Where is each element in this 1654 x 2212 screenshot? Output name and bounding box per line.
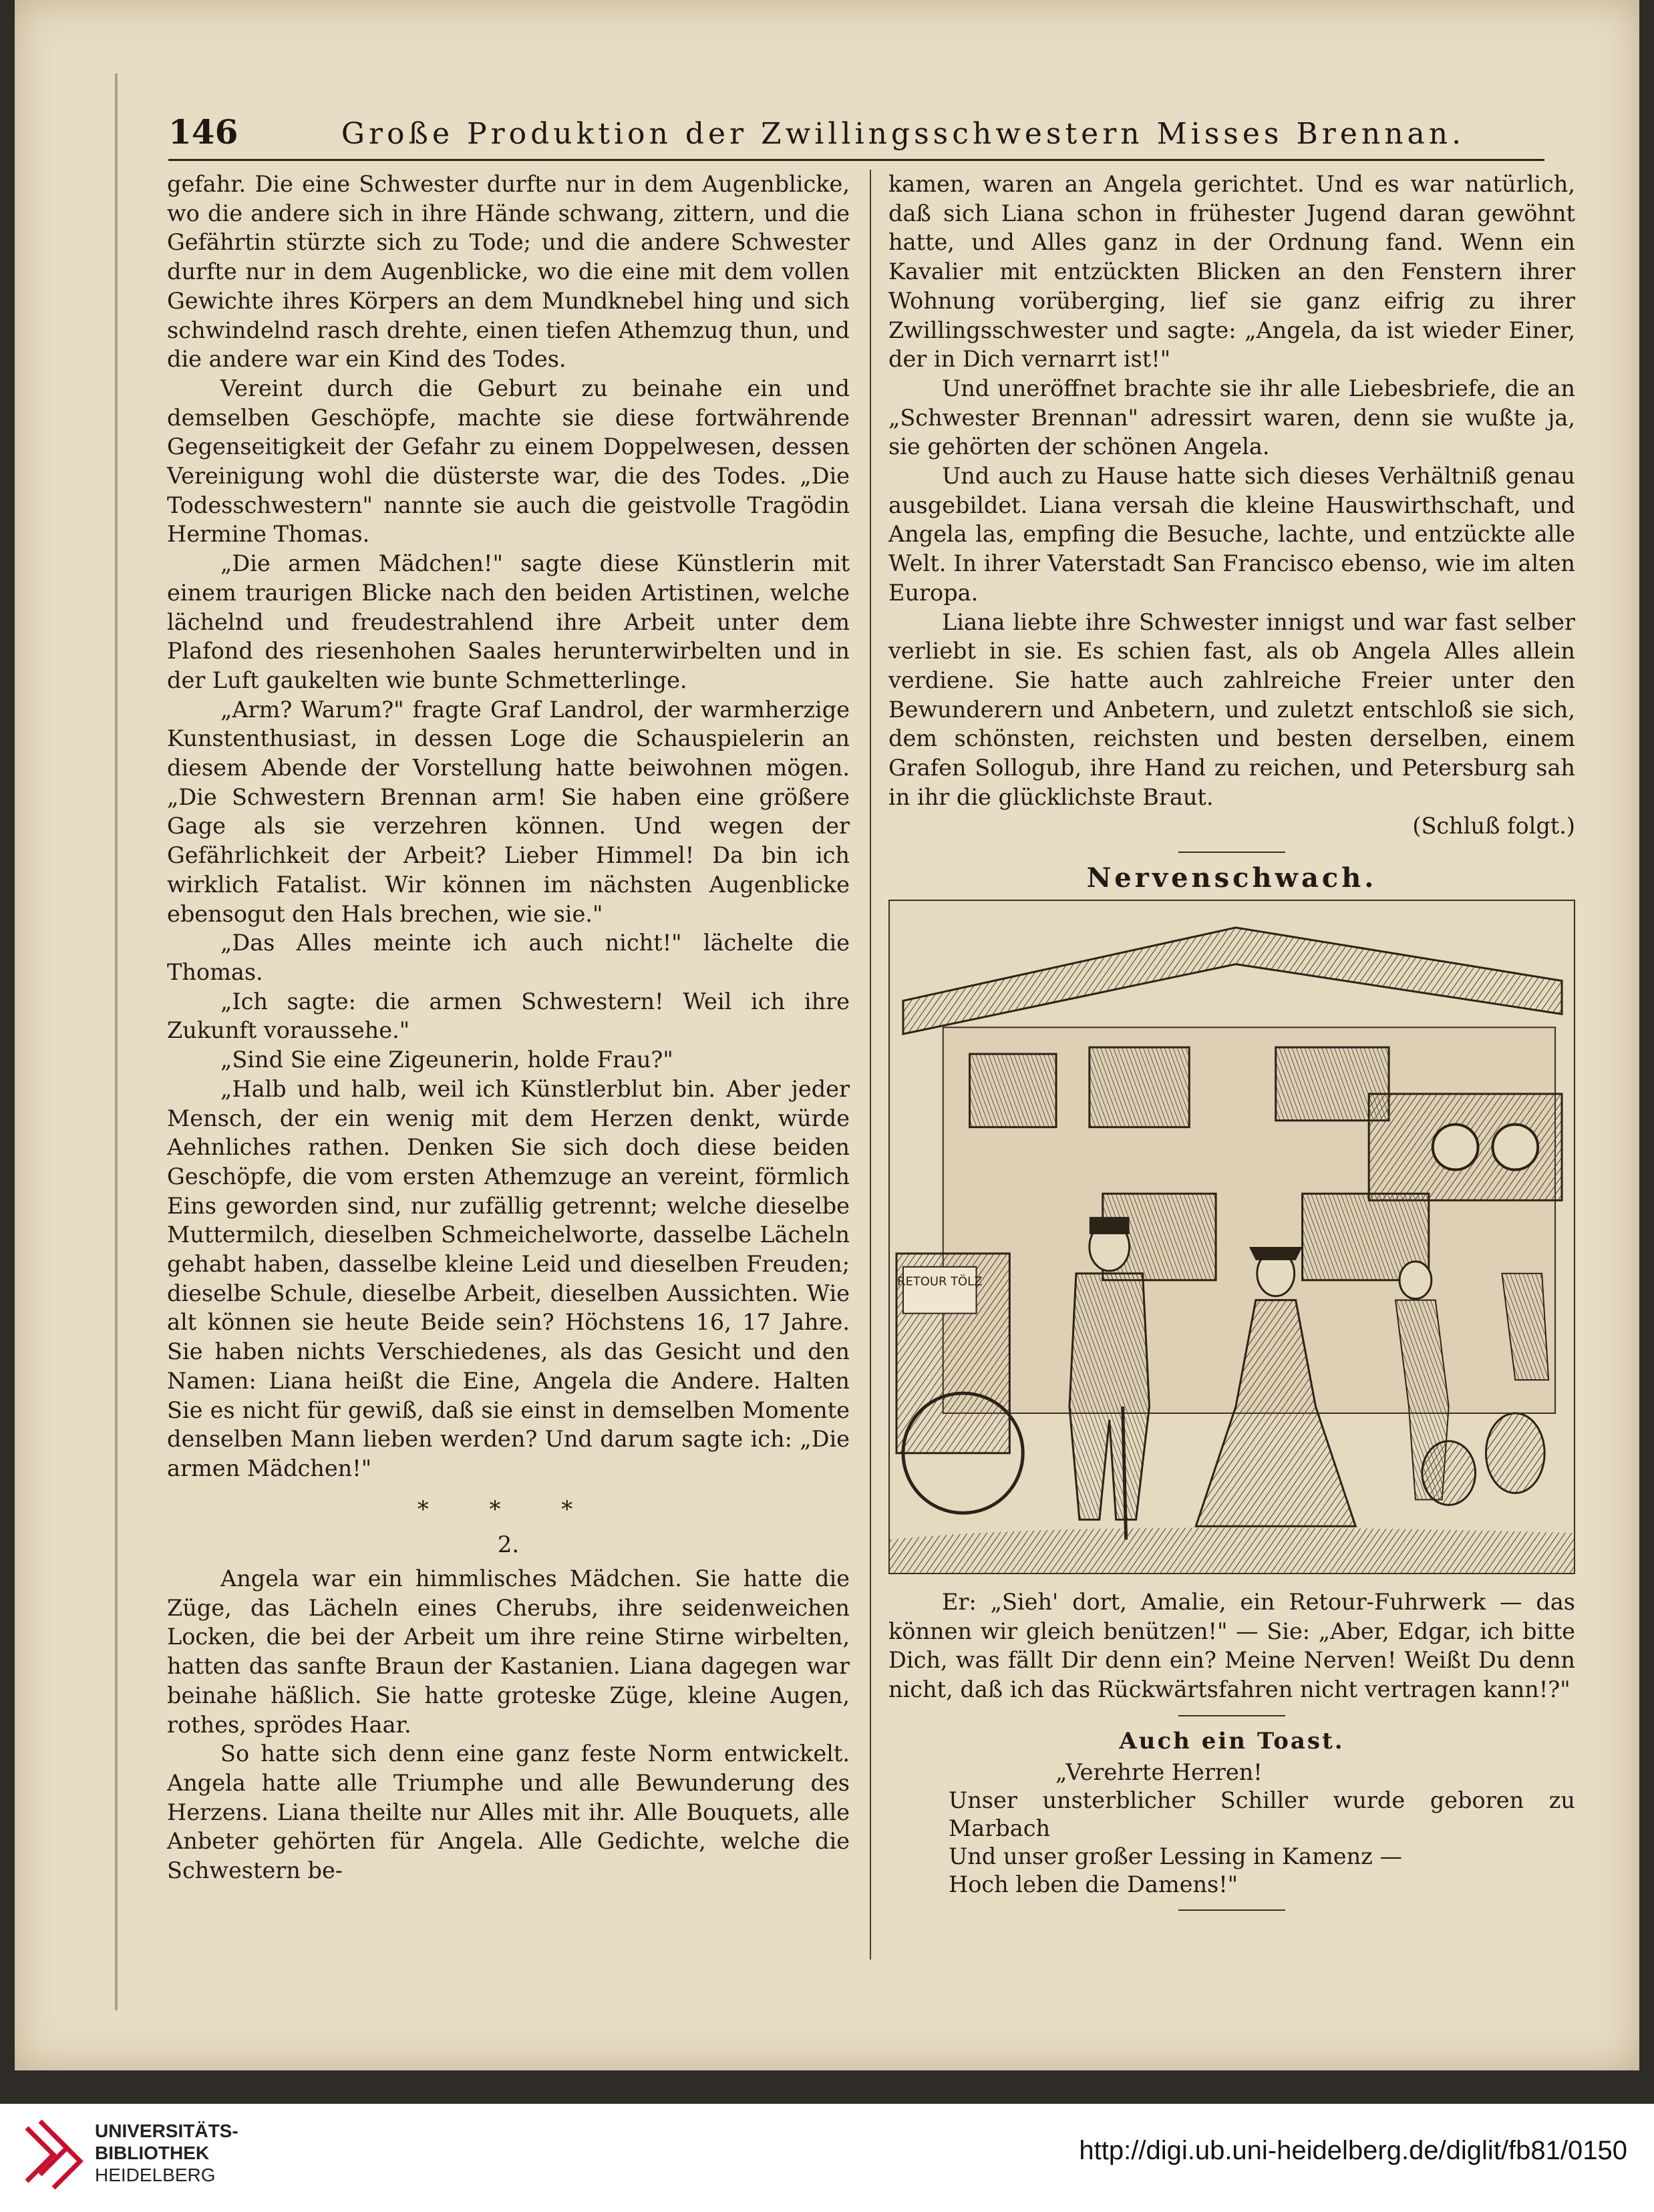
paragraph: gefahr. Die eine Schwester durfte nur in dem Augenblicke, wo die andere sich in ihre Hände schwang, zittern, und die Gefährtin stürzte sich zu Tode; und die andere Schwester durfte nur in dem Augenblicke, wo die eine mit dem vollen Gewichte ihres Körpers an dem Mundknebel hing und sich schwindelnd rasch drehte, einen tiefen Athemzug thun, und die andere war ein Kind des Todes. xyxy=(167,171,850,373)
section-number: 2. xyxy=(497,1531,520,1559)
paragraph: kamen, waren an Angela gerichtet. Und es war natürlich, daß sich Liana schon in frühester Jugend daran gewöhnt hatte, und Alles ganz in der Ordnung fand. Wenn ein Kavalier mit entzückten Blicken an den Fenstern ihrer Wohnung vorüberging, lief sie ganz eifrig zu ihrer Zwillingsschwester und sagte: „Angela, da ist wieder Einer, der in Dich vernarrt ist!" xyxy=(888,171,1575,373)
paragraph: „Ich sagte: die armen Schwestern! Weil ich ihre Zukunft voraussehe." xyxy=(167,988,850,1044)
section-stars: * * * xyxy=(417,1495,600,1523)
paragraph: „Arm? Warum?" fragte Graf Landrol, der warmherzige Kunstenthusiast, in dessen Loge die Schauspielerin an diesem Abende der Vorstellung hatte beiwohnen mögen. „Die Schwestern Brennan arm! Sie haben eine größere Gage als sie verzehren können. Und wegen der Gefährlichkeit der Arbeit? Lieber Himmel! Da bin ich wirklich Fatalist. Wir können im nächsten Augenblicke ebensogut den Hals brechen, wie sie." xyxy=(167,696,850,927)
engraving-illustration xyxy=(888,900,1575,1574)
divider xyxy=(1178,852,1285,853)
logo-line: UNIVERSITÄTS- xyxy=(95,2121,238,2141)
divider xyxy=(1178,1909,1285,1911)
section-title: Auch ein Toast. xyxy=(1119,1727,1345,1755)
left-column xyxy=(167,170,850,1885)
continuation-note: (Schluß folgt.) xyxy=(1412,813,1575,840)
running-title: Große Produktion der Zwillingsschwestern Misses Brennan. xyxy=(341,117,1466,151)
poem-line: Und unser großer Lessing in Kamenz — xyxy=(949,1843,1402,1870)
logo-line: HEIDELBERG xyxy=(95,2165,216,2185)
library-logo-text xyxy=(95,2120,238,2186)
page-number: 146 xyxy=(168,112,238,152)
library-footer xyxy=(0,2104,1654,2212)
paragraph: „Halb und halb, weil ich Künstlerblut bin. Aber jeder Mensch, der ein wenig mit dem Herzen denkt, würde Aehnliches rathen. Denken Sie sich doch diese beiden Geschöpfe, die vom ersten Athemzuge an vereint, förmlich Eins geworden sind, nur zufällig getrennt; welche dieselbe Muttermilch, dieselben Schmeichelworte, dasselbe Lächeln gehabt haben, dasselbe kleine Leid und dieselben Freuden; dieselbe Schule, dieselbe Arbeit, dieselben Aussichten. Wie alt können sie heute Beide sein? Höchstens 16, 17 Jahre. Sie haben nichts Verschiedenes, als das Gesicht und den Namen: Liana heißt die Eine, Angela die Andere. Halten Sie es nicht für gewiß, daß sie einst in demselben Momente denselben Mann lieben werden? Und darum sagte ich: „Die armen Mädchen!" xyxy=(167,1075,850,1481)
poem-line: Unser unsterblicher Schiller wurde geboren zu Marbach xyxy=(949,1787,1575,1842)
permalink-url[interactable]: http://digi.ub.uni-heidelberg.de/diglit/fb81/0150 xyxy=(1079,2136,1627,2165)
continuation-row xyxy=(888,811,1575,841)
poem-line: Hoch leben die Damens!" xyxy=(949,1871,1238,1898)
paragraph: So hatte sich denn eine ganz feste Norm entwickelt. Angela hatte alle Triumphe und alle Bewunderung des Herzens. Liana theilte nur Alles mit ihr. Alle Bouquets, alle Anbeter gehörten für Angela. Alle Gedichte, welche die Schwestern be- xyxy=(167,1740,850,1884)
page-header xyxy=(168,112,1544,161)
right-column xyxy=(888,170,1575,1921)
binding-shadow xyxy=(115,73,118,2010)
paragraph: „Sind Sie eine Zigeunerin, holde Frau?" xyxy=(220,1047,673,1073)
page-scan xyxy=(15,0,1639,2070)
column-divider xyxy=(870,170,871,1960)
logo-line: BIBLIOTHEK xyxy=(95,2143,210,2163)
paragraph: Liana liebte ihre Schwester innigst und war fast selber verliebt in sie. Es schien fast, als ob Angela Alles allein verdiene. Sie hatte auch zahlreiche Freier unter den Bewunderern und Anbetern, und zuletzt entschloß sie sich, dem schönsten, reichsten und besten derselben, einem Grafen Sollogub, ihre Hand zu reichen, und Petersburg sah in ihr die glücklichste Braut. xyxy=(888,608,1575,810)
paragraph: Und auch zu Hause hatte sich dieses Verhältniß genau ausgebildet. Liana versah die kleine Hauswirthschaft, und Angela las, empfing die Besuche, lachte, und entzückte alle Welt. In ihrer Vaterstadt San Francisco ebenso, wie im alten Europa. xyxy=(888,463,1575,606)
divider xyxy=(1178,1715,1285,1716)
library-logo-icon xyxy=(20,2114,87,2197)
poem xyxy=(888,1759,1575,1899)
paragraph: Vereint durch die Geburt zu beinahe ein und demselben Geschöpfe, machte sie diese fortwährende Gegenseitigkeit der Gefahr zu einem Doppelwesen, dessen Vereinigung wohl die düsterste war, die des Todes. „Die Todesschwestern" nannte sie auch die geistvolle Tragödin Hermine Thomas. xyxy=(167,375,850,548)
section-title: Nervenschwach. xyxy=(1086,862,1377,894)
paragraph: „Die armen Mädchen!" sagte diese Künstlerin mit einem traurigen Blicke nach den beiden Artistinen, welche lächelnd und freudestrahlend ihre Arbeit unter dem Plafond des riesenhohen Saales herunterwirbelten und in der Luft gaukelten wie bunte Schmetterlinge. xyxy=(167,550,850,693)
paragraph: Und uneröffnet brachte sie ihr alle Liebesbriefe, die an „Schwester Brennan" adressirt waren, denn sie wußte ja, sie gehörten der schönen Angela. xyxy=(888,375,1575,460)
carriage-sign: RETOUR TÖLZ xyxy=(897,1274,983,1289)
poem-line: „Verehrte Herren! xyxy=(1055,1759,1263,1786)
paragraph: Angela war ein himmlisches Mädchen. Sie hatte die Züge, das Lächeln eines Cherubs, ihre seidenweichen Locken, die bei der Arbeit um ihre reine Stirne wirbelten, hatten das sanfte Braun der Kastanien. Liana dagegen war beinahe häßlich. Sie hatte groteske Züge, kleine Augen, rothes, sprödes Haar. xyxy=(167,1565,850,1738)
paragraph: „Das Alles meinte ich auch nicht!" lächelte die Thomas. xyxy=(167,930,850,985)
illustration-caption: Er: „Sieh' dort, Amalie, ein Retour-Fuhrwerk — das können wir gleich benützen!" — Sie: „Aber, Edgar, ich bitte Dich, was fällt Dir denn ein? Meine Nerven! Weißt Du denn nicht, daß ich das Rückwärtsfahren nicht vertragen kann!?" xyxy=(888,1588,1575,1702)
